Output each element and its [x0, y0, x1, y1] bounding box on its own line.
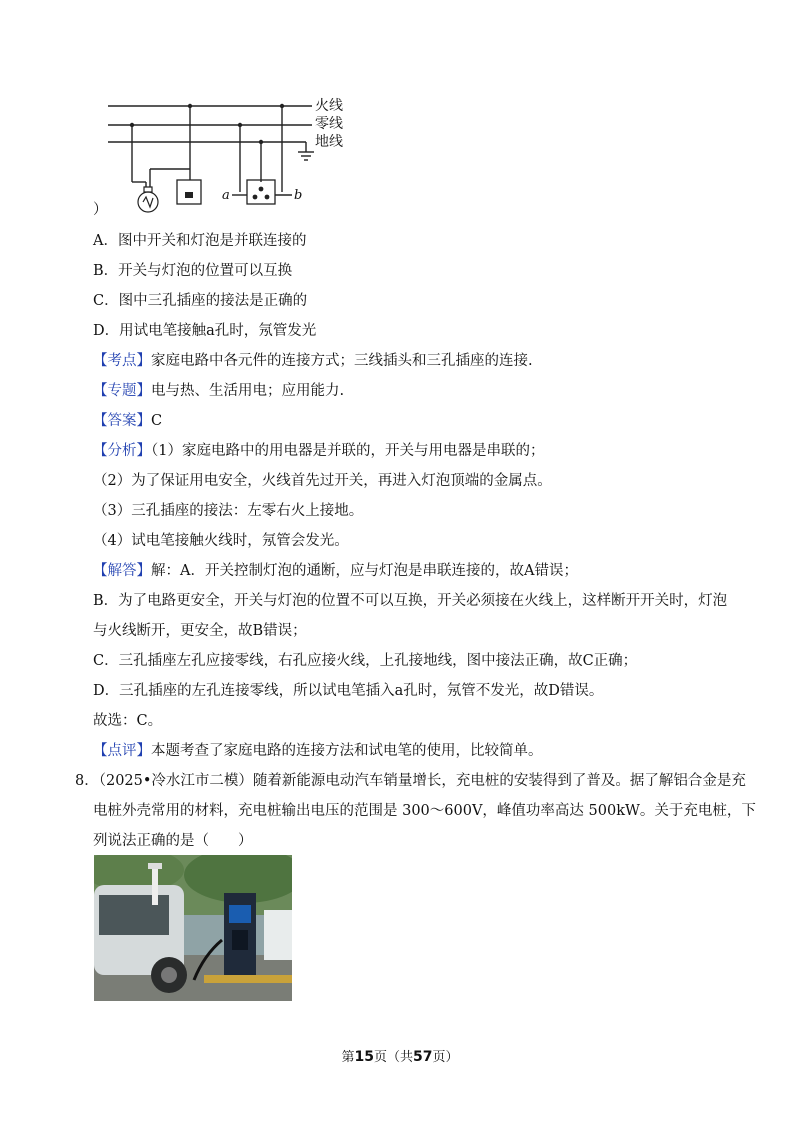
option-c: C．图中三孔插座的接法是正确的 — [93, 293, 308, 309]
comment-text: 本题考查了家庭电路的连接方法和试电笔的使用，比较简单。 — [151, 743, 543, 759]
answer-text: C — [151, 413, 163, 429]
solution-row — [93, 561, 578, 581]
solution-line-3: 与火线断开，更安全，故B错误； — [93, 623, 307, 639]
light-bulb-icon — [138, 187, 158, 212]
zhuanti-text: 电与热、生活用电；应用能力. — [151, 383, 345, 399]
analysis-line-3: （3）三孔插座的接法：左零右火上接地。 — [93, 503, 364, 519]
footer-middle: 页（共 — [373, 1050, 413, 1065]
analysis-line-1: （1）家庭电路中的用电器是并联的，开关与用电器是串联的； — [151, 443, 545, 459]
q8-line-2: 电桩外壳常用的材料，充电桩输出电压的范围是 300～600V，峰值功率高达 500kW。关于充电桩，下 — [93, 803, 756, 819]
page-total: 57 — [413, 1049, 433, 1065]
neutral-label: 零线 — [315, 116, 343, 132]
ground-label: 地线 — [315, 134, 343, 150]
analysis-line-4: （4）试电笔接触火线时，氖管会发光。 — [93, 533, 349, 549]
comment-row — [93, 741, 543, 761]
hole-b-label: b — [294, 188, 303, 203]
kaodian-text: 家庭电路中各元件的连接方式；三线插头和三孔插座的连接. — [151, 353, 533, 369]
solution-line-5: D．三孔插座的左孔连接零线，所以试电笔插入a孔时，氖管不发光，故D错误。 — [93, 683, 604, 699]
solution-line-1: 解：A．开关控制灯泡的通断，应与灯泡是串联连接的，故A错误； — [151, 563, 578, 579]
zhuanti-row — [93, 381, 344, 401]
household-circuit-diagram — [100, 92, 360, 218]
live-label: 火线 — [315, 98, 343, 114]
footer-prefix: 第 — [341, 1050, 355, 1065]
solution-tag: 【解答】 — [93, 563, 151, 579]
solution-line-2: B．为了电路更安全，开关与灯泡的位置不可以互换，开关必须接在火线上，这样断开开关时，灯泡 — [93, 593, 728, 609]
analysis-row — [93, 441, 544, 461]
q8-line-1: 8．（2025•冷水江市二模）随着新能源电动汽车销量增长，充电桩的安装得到了普及。据了解铝合金是充 — [75, 773, 746, 789]
analysis-line-2: （2）为了保证用电安全，火线首先过开关，再进入灯泡顶端的金属点。 — [93, 473, 552, 489]
comment-tag: 【点评】 — [93, 743, 151, 759]
option-b: B．开关与灯泡的位置可以互换 — [93, 263, 293, 279]
option-a: A．图中开关和灯泡是并联连接的 — [93, 233, 307, 249]
hole-a-label: a — [222, 188, 230, 203]
switch-icon — [185, 192, 193, 198]
solution-line-6: 故选：C。 — [93, 713, 163, 729]
answer-row — [93, 411, 162, 431]
footer-suffix: 页） — [432, 1050, 459, 1065]
ev-charging-photo — [94, 855, 292, 1001]
paren-close: ） — [93, 202, 108, 218]
answer-tag: 【答案】 — [93, 413, 151, 429]
kaodian-row — [93, 351, 533, 371]
option-d: D．用试电笔接触a孔时，氖管发光 — [93, 323, 317, 339]
q8-line-3: 列说法正确的是（ ） — [93, 833, 253, 849]
page-number: 15 — [354, 1049, 374, 1065]
zhuanti-tag: 【专题】 — [93, 383, 151, 399]
kaodian-tag: 【考点】 — [93, 353, 151, 369]
page-footer — [0, 1046, 800, 1065]
solution-line-4: C．三孔插座左孔应接零线，右孔应接火线，上孔接地线，图中接法正确，故C正确； — [93, 653, 638, 669]
analysis-tag: 【分析】 — [93, 443, 151, 459]
